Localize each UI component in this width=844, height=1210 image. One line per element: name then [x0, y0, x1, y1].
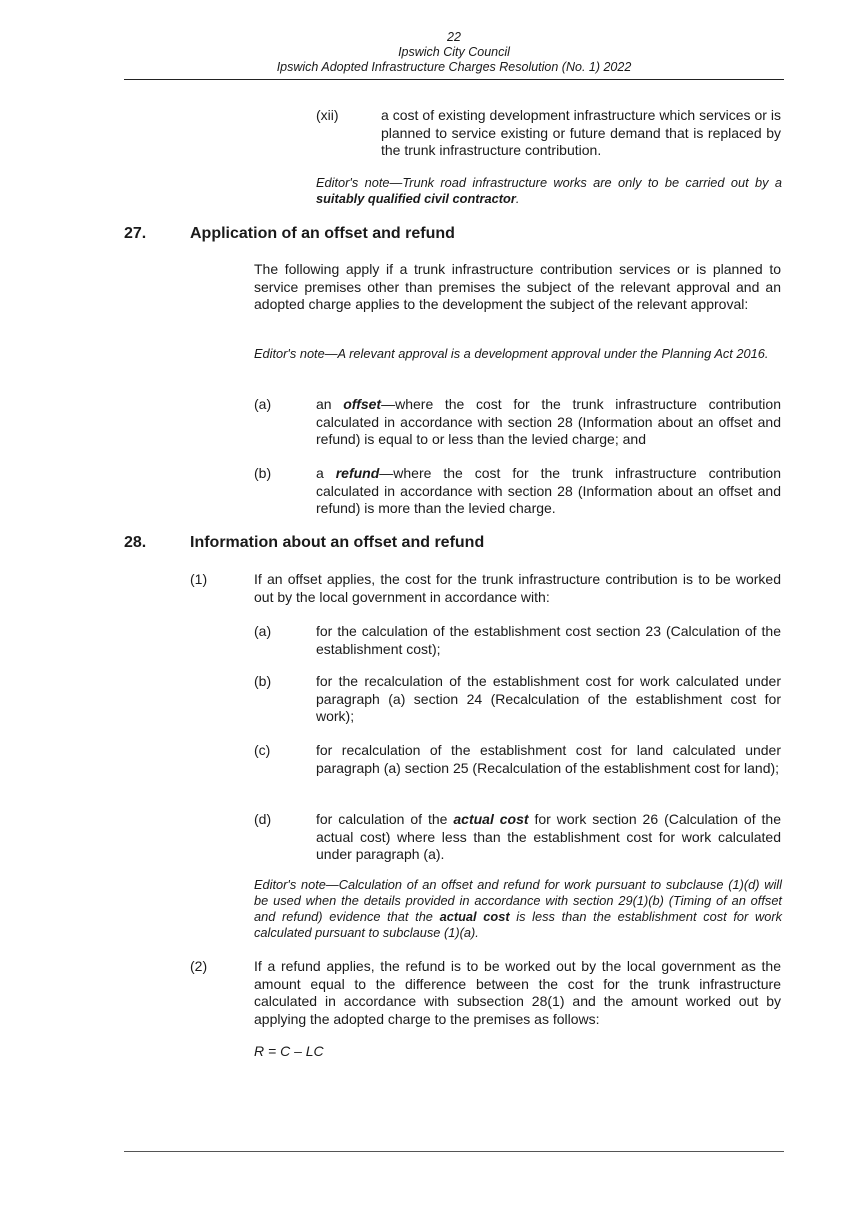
organisation-name: Ipswich City Council — [398, 45, 510, 59]
item-xii-text: a cost of existing development infrastructure which services or is planned to service existing or future demand that is replaced by the trunk infrastructure contribution. — [381, 107, 781, 158]
subsection-2-text: If a refund applies, the refund is to be worked out by the local government as the amount equal to the difference between the cost for the trunk infrastructure calculated in accordance with subsection 28(1) and the amount worked out by applying the adopted charge to the premises as follows: — [254, 958, 781, 1027]
subsection-1-label: (1) — [190, 571, 208, 587]
section-27-intro: The following apply if a trunk infrastructure contribution services or is planned to service premises other than premises the subject of the relevant approval and an adopted charge applies to the development the subject of the relevant approval: — [254, 261, 781, 312]
subsection-2-label: (2) — [190, 958, 208, 974]
section-27-item-a-label: (a) — [254, 396, 272, 412]
section-28-title: Information about an offset and refund — [190, 534, 485, 551]
footer-divider — [124, 1151, 784, 1152]
page-number: 22 — [447, 30, 461, 44]
section-27-item-b-label: (b) — [254, 465, 272, 481]
header-divider — [124, 79, 784, 80]
editors-note-calculation: Editor's note—Calculation of an offset and refund for work pursuant to subclause (1)(d) will be used when the details provided in accordance with section 29(1)(b) (Timing of an offset and refund) evidence that the actual cost is less than the establishment cost for work calculated pursuant to subclause (1)(a). — [254, 877, 782, 940]
subsection-1-item-d-label: (d) — [254, 811, 272, 827]
subsection-1-text: If an offset applies, the cost for the trunk infrastructure contribution is to be worked out by the local government in accordance with: — [254, 571, 781, 605]
section-27-item-b-text: a refund—where the cost for the trunk infrastructure contribution calculated in accordance with section 28 (Information about an offset and refund) is more than the levied charge. — [316, 465, 781, 516]
subsection-1-item-b-label: (b) — [254, 673, 272, 689]
page-header — [124, 30, 784, 75]
document-title: Ipswich Adopted Infrastructure Charges Resolution (No. 1) 2022 — [276, 60, 632, 74]
subsection-1-item-d-text: for calculation of the actual cost for work section 26 (Calculation of the actual cost) where less than the establishment cost for work calculated under paragraph (a). — [316, 811, 781, 862]
editors-note-trunk-road: Editor's note—Trunk road infrastructure works are only to be carried out by a suitably qualified civil contractor. — [316, 175, 782, 206]
section-27-title: Application of an offset and refund — [190, 225, 455, 242]
subsection-1-item-b-text: for the recalculation of the establishment cost for work calculated under paragraph (a) section 24 (Recalculation of the establishment cost for work); — [316, 673, 781, 724]
subsection-1-item-a-label: (a) — [254, 623, 272, 639]
term-refund: refund — [335, 465, 380, 481]
refund-formula: R = C – LC — [254, 1043, 324, 1059]
subsection-1-item-c-label: (c) — [254, 742, 271, 758]
subsection-1-item-c-text: for recalculation of the establishment cost for land calculated under paragraph (a) section 25 (Recalculation of the establishment cost for land); — [316, 742, 781, 776]
item-xii-label: (xii) — [316, 107, 339, 123]
section-27-number: 27. — [124, 225, 147, 242]
term-offset: offset — [343, 396, 382, 412]
term-actual-cost: actual cost — [453, 811, 529, 827]
editors-note-relevant-approval: Editor's note—A relevant approval is a development approval under the Planning Act 2016. — [254, 346, 769, 361]
section-27-item-a-text: an offset—where the cost for the trunk infrastructure contribution calculated in accordance with section 28 (Information about an offset and refund) is equal to or less than the levied charge; and — [316, 396, 781, 447]
section-28-number: 28. — [124, 534, 147, 551]
subsection-1-item-a-text: for the calculation of the establishment cost section 23 (Calculation of the establishment cost); — [316, 623, 781, 657]
